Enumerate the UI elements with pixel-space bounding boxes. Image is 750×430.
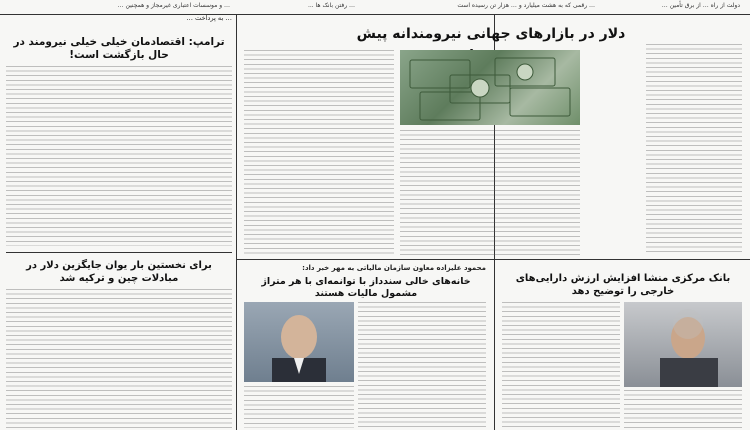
text-filler [400,130,580,255]
left-headline-2: برای نخستین بار یوان جایگزین دلار در مبادلات چین و ترکیه شد [26,260,212,284]
left-column [6,14,232,430]
main-headline: دلار در بازارهای جهانی نیرومندانه پیش [356,26,626,42]
bottom-right-headline: بانک مرکزی منشا افزایش ارزش دارایی‌های خارجی را توضیح دهد [515,273,731,297]
left-story-2-body [6,289,232,430]
left-story-1-body [6,66,232,246]
person-photo [624,302,742,387]
main-top-story [240,14,746,259]
top-strip-mid-right: … رقمی که به هشت میلیارد و … هزار تن رسیده است [457,2,595,9]
currency-photo [400,50,580,125]
column-rule [494,260,495,430]
person-photo [244,302,354,382]
economist-portrait [624,302,742,387]
top-strip-right: دولت از راه … از برق تأمین … [661,2,740,9]
bottom-middle-kicker: محمود علیزاده معاون سازمان مالیاتی به مهر خبر داد: [302,264,486,272]
bottom-middle-headline: خانه‌های خالی سندداز با توانمه‌ای با هر متراژ مشمول مالیات هستند [261,276,471,299]
text-filler [6,289,232,430]
official-portrait [244,302,354,382]
text-filler [624,390,742,428]
dollar-bills-image [400,50,580,125]
column-rule [236,14,237,430]
bottom-middle-body-2 [244,386,354,428]
text-filler [502,302,620,427]
main-story-col-mid [400,130,580,255]
bottom-right-body [502,302,620,427]
bottom-middle-body [358,302,486,427]
bottom-middle-story [240,262,490,430]
story-lead-text: … به پرداخت … [186,14,232,22]
left-story-lead [6,14,232,32]
main-story-col-right [646,44,742,254]
text-filler [244,386,354,428]
main-story-col-left [244,50,394,255]
bottom-right-story [498,262,746,430]
horizontal-rule [6,252,232,253]
text-filler [244,50,394,255]
text-filler [6,66,232,246]
top-strip [0,0,750,15]
left-headline-1: ترامپ: اقتصادمان خیلی خیلی نیرومند در حال بازگشت است! [13,36,225,61]
text-filler [358,302,486,427]
bottom-right-body-2 [624,390,742,428]
text-filler [646,44,742,254]
top-strip-left: … و موسسات اعتباری غیرمجاز و همچنین … [117,2,230,9]
top-strip-mid-left: … رفتن بانک ها ... [307,2,355,9]
